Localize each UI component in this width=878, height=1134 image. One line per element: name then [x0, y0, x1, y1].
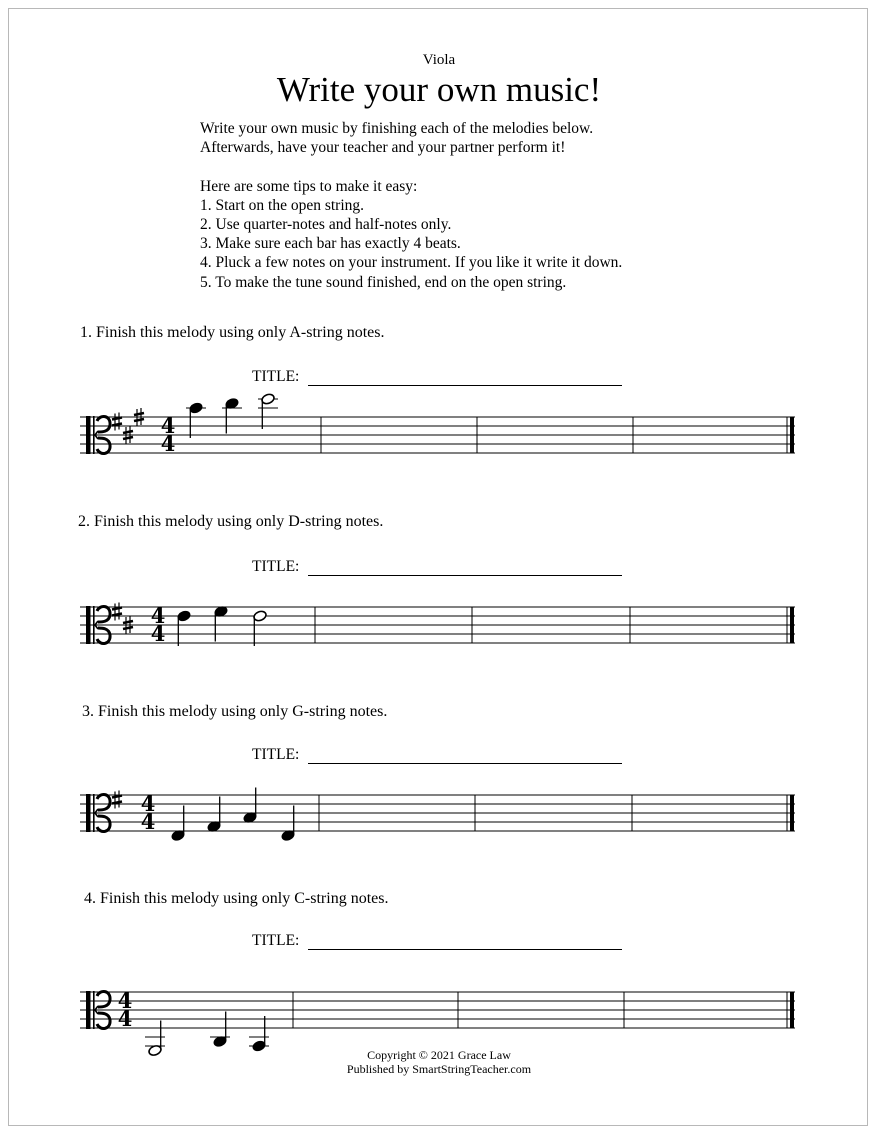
time-signature-bottom: 4	[150, 621, 166, 646]
exercise-2-title-line[interactable]	[308, 575, 622, 576]
exercise-3-staff	[0, 773, 878, 848]
time-signature-top: 4	[160, 413, 176, 438]
quarter-note	[281, 806, 296, 842]
quarter-note	[177, 610, 192, 646]
final-bar-thick	[790, 992, 794, 1028]
tip-item: 5. To make the tune sound finished, end on the open string.	[200, 273, 567, 291]
tip-item: 4. Pluck a few notes on your instrument. If you like it write it down.	[200, 254, 623, 272]
exercise-1-prompt: 1. Finish this melody using only A-string notes.	[80, 324, 385, 341]
exercise-4-title-label: TITLE:	[252, 932, 300, 949]
sharp-icon	[112, 791, 122, 809]
tip-item: 2. Use quarter-notes and half-notes only.	[200, 215, 452, 233]
exercise-2-title-label: TITLE:	[252, 558, 300, 575]
exercise-4-prompt: 4. Finish this melody using only C-string notes.	[84, 890, 389, 907]
exercise-2-staff	[0, 585, 878, 660]
quarter-note	[210, 1012, 230, 1048]
copyright-text: Copyright © 2021 Grace Law	[367, 1048, 511, 1062]
exercise-3-title-line[interactable]	[308, 763, 622, 764]
quarter-note	[243, 788, 258, 824]
half-note	[258, 393, 278, 429]
exercise-1-title-label: TITLE:	[252, 368, 300, 385]
exercise-4-title-line[interactable]	[308, 949, 622, 950]
quarter-note	[186, 402, 206, 438]
half-note	[253, 610, 268, 646]
time-signature-bottom: 4	[117, 1006, 133, 1031]
exercise-2-prompt: 2. Finish this melody using only D-string notes.	[78, 513, 384, 530]
sharp-icon	[112, 413, 122, 431]
time-signature-bottom: 4	[160, 431, 176, 456]
footer	[0, 1048, 878, 1076]
intro-line	[200, 157, 622, 176]
final-bar-thick	[790, 795, 794, 831]
exercise-3-prompt: 3. Finish this melody using only G-string notes.	[82, 703, 388, 720]
sharp-icon	[112, 603, 122, 621]
exercise-3-title-label: TITLE:	[252, 746, 300, 763]
exercise-1-title-line[interactable]	[308, 385, 622, 386]
quarter-note	[222, 397, 242, 433]
page-title: Write your own music!	[276, 70, 602, 109]
intro-line: Afterwards, have your teacher and your partner perform it!	[200, 139, 566, 157]
quarter-note	[214, 605, 229, 641]
time-signature-top: 4	[117, 988, 133, 1013]
final-bar-thick	[790, 417, 794, 453]
quarter-note	[171, 806, 186, 842]
instrument-label: Viola	[422, 52, 456, 68]
quarter-note	[207, 797, 222, 833]
intro-line: Write your own music by finishing each of the melodies below.	[200, 120, 594, 137]
intro-text	[200, 119, 622, 292]
tips-heading: Here are some tips to make it easy:	[200, 177, 418, 195]
time-signature-bottom: 4	[140, 809, 156, 834]
publisher-text: Published by SmartStringTeacher.com	[346, 1062, 532, 1076]
tip-item: 3. Make sure each bar has exactly 4 beats.	[200, 235, 461, 253]
exercise-1-staff	[0, 395, 878, 470]
exercise-4-staff	[0, 970, 878, 1045]
tip-item: 1. Start on the open string.	[200, 196, 365, 214]
time-signature-top: 4	[140, 791, 156, 816]
time-signature-top: 4	[150, 603, 166, 628]
final-bar-thick	[790, 607, 794, 643]
